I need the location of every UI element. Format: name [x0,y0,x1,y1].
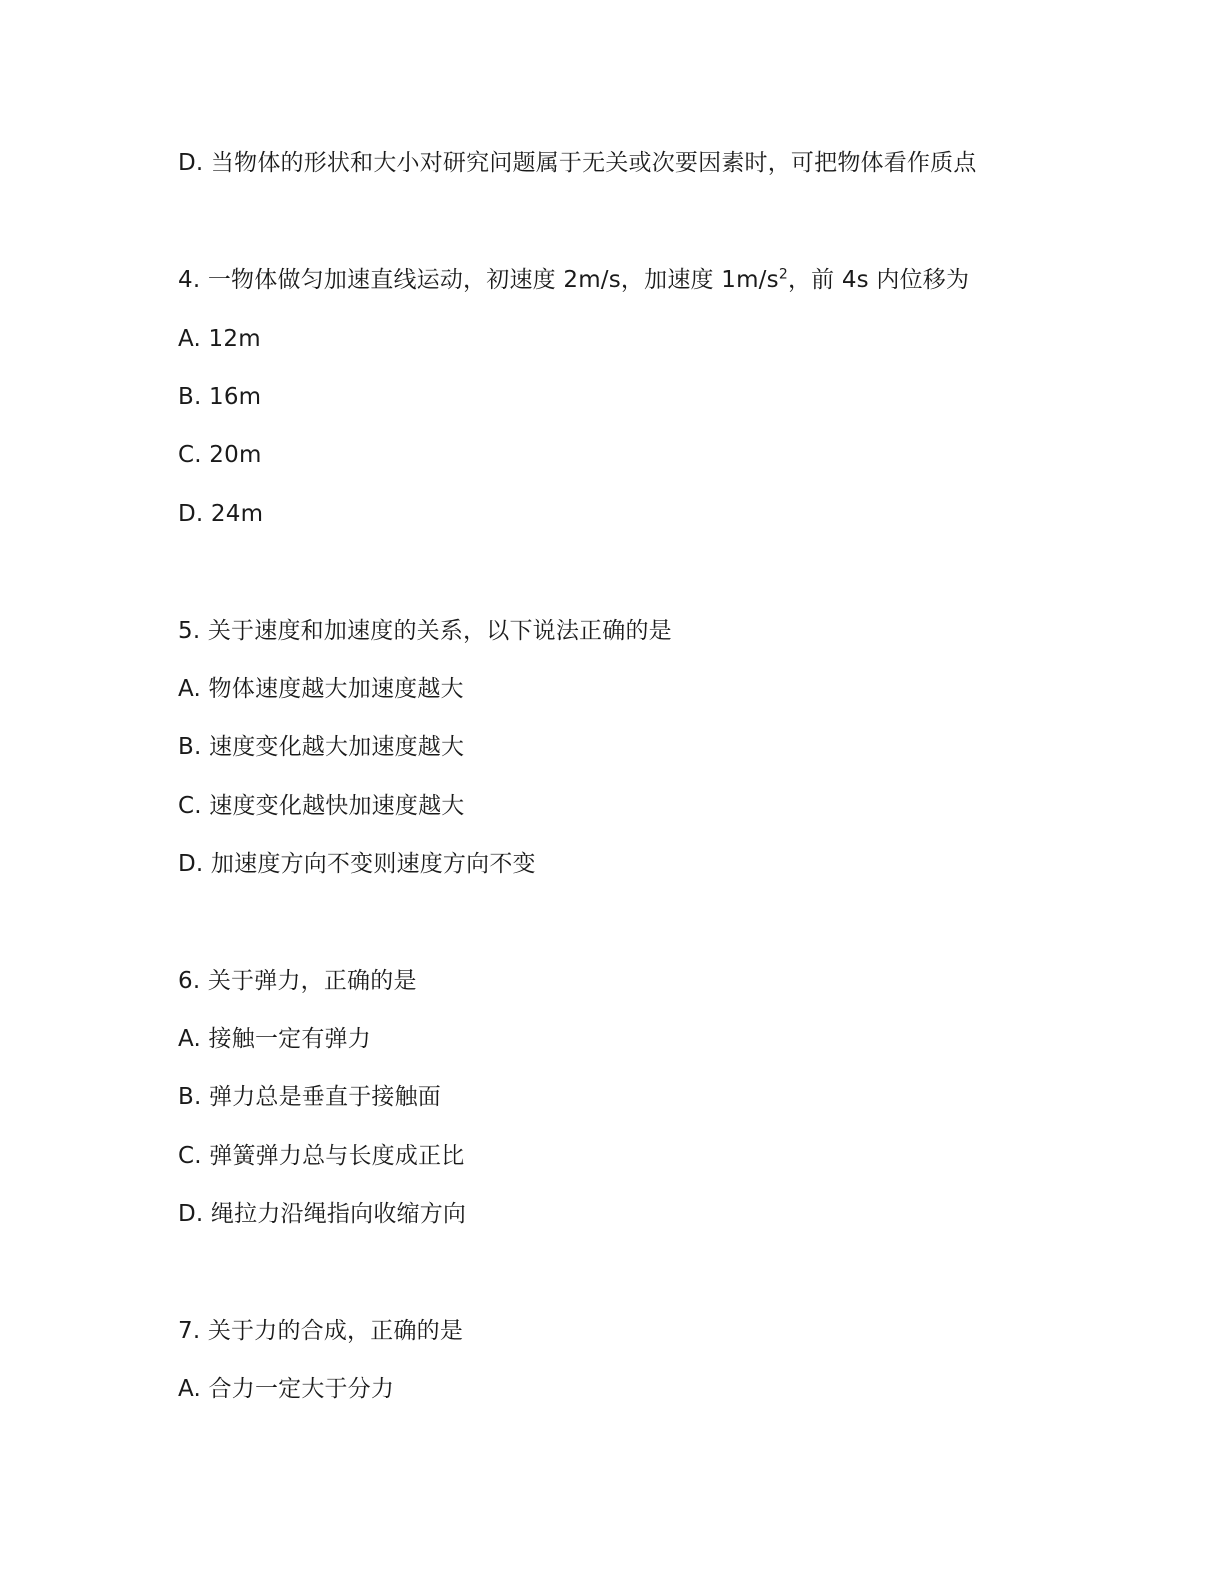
q5-option-a: A. 物体速度越大加速度越大 [178,676,464,702]
q5-option-d: D. 加速度方向不变则速度方向不变 [178,851,536,877]
q7-option-a: A. 合力一定大于分力 [178,1376,395,1402]
q6-option-b: B. 弹力总是垂直于接触面 [178,1084,442,1110]
q6-stem: 6. 关于弹力，正确的是 [178,968,417,994]
q4-option-b: B. 16m [178,384,262,410]
q6-option-d: D. 绳拉力沿绳指向收缩方向 [178,1201,467,1227]
q4-option-a: A. 12m [178,326,261,352]
q6-option-c: C. 弹簧弹力总与长度成正比 [178,1143,465,1169]
q4-option-d: D. 24m [178,501,264,527]
q5-option-c: C. 速度变化越快加速度越大 [178,793,465,819]
q4-option-c: C. 20m [178,442,262,468]
q4-stem-text-end: ，前 4s 内位移为 [787,267,970,293]
q4-stem [178,265,969,295]
q3-option-d: D. 当物体的形状和大小对研究问题属于无关或次要因素时，可把物体看作质点 [178,150,977,176]
q5-stem: 5. 关于速度和加速度的关系，以下说法正确的是 [178,618,672,644]
q7-stem: 7. 关于力的合成，正确的是 [178,1318,464,1344]
q5-option-b: B. 速度变化越大加速度越大 [178,734,465,760]
q6-option-a: A. 接触一定有弹力 [178,1026,371,1052]
q4-stem-text: 4. 一物体做匀加速直线运动，初速度 2m/s，加速度 1m/s [178,267,779,293]
q4-stem-superscript: 2 [778,266,788,283]
